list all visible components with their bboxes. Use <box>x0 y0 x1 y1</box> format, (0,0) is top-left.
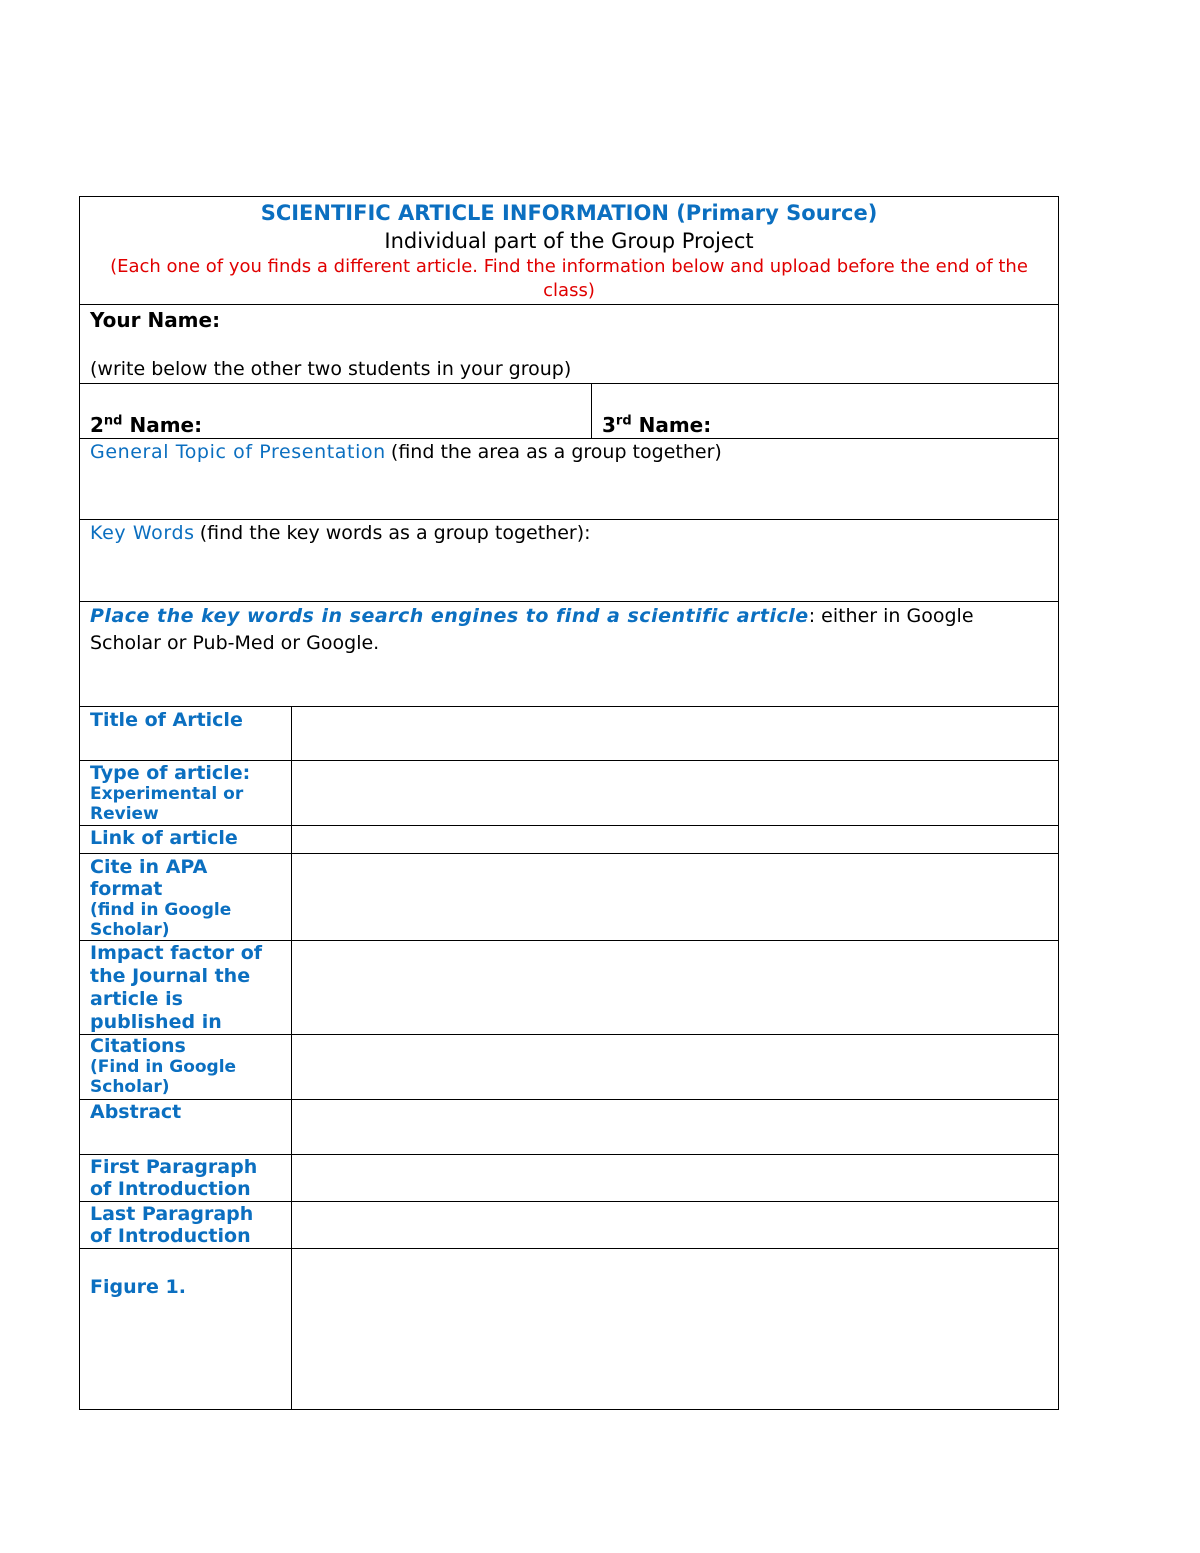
row-title <box>80 707 1059 761</box>
row-impact <box>80 941 1059 1035</box>
label-cell <box>80 1202 292 1249</box>
title-of-article-label: Title of Article <box>90 709 243 731</box>
your-name-note: (write below the other two students in your group) <box>90 358 572 380</box>
row-first-paragraph <box>80 1155 1059 1202</box>
citations-field[interactable] <box>292 1035 1059 1100</box>
impact-factor-field[interactable] <box>292 941 1059 1035</box>
type-of-article-label: Type of article: <box>90 762 251 784</box>
title-of-article-field[interactable] <box>292 707 1059 761</box>
your-name-row <box>80 305 1059 384</box>
label-cell <box>80 1100 292 1155</box>
header-cell <box>80 197 1059 305</box>
label-cell <box>80 761 292 826</box>
cite-apa-sub: (find in Google Scholar) <box>90 900 232 940</box>
third-name-cell[interactable] <box>592 384 1059 439</box>
first-paragraph-field[interactable] <box>292 1155 1059 1202</box>
row-figure <box>80 1249 1059 1410</box>
third-name-label <box>602 413 711 437</box>
general-topic-cell[interactable] <box>80 439 1059 520</box>
third-name-ordinal: 3 <box>602 413 616 437</box>
row-cite <box>80 854 1059 941</box>
key-words-cell[interactable] <box>80 520 1059 602</box>
cite-apa-label: Cite in APA format <box>90 856 208 900</box>
second-name-label <box>90 413 202 437</box>
search-note: : either in Google Scholar or Pub-Med or Google. <box>90 605 974 654</box>
first-paragraph-label: First Paragraph of Introduction <box>90 1156 258 1200</box>
label-cell <box>80 1249 292 1410</box>
link-of-article-label: Link of article <box>90 827 238 849</box>
figure-label: Figure 1. <box>90 1276 186 1298</box>
row-abstract <box>80 1100 1059 1155</box>
label-cell <box>80 826 292 854</box>
type-of-article-sub: Experimental or Review <box>90 784 244 824</box>
label-cell <box>80 854 292 941</box>
type-of-article-field[interactable] <box>292 761 1059 826</box>
group-names-row <box>80 384 1059 439</box>
link-of-article-field[interactable] <box>292 826 1059 854</box>
article-info-form <box>79 196 1058 1410</box>
general-topic-note: (find the area as a group together) <box>390 441 722 463</box>
form-instruction: (Each one of you finds a different article. Find the information below and upload before the end of the class) <box>110 256 1028 301</box>
search-cell[interactable] <box>80 602 1059 707</box>
abstract-field[interactable] <box>292 1100 1059 1155</box>
form-title: SCIENTIFIC ARTICLE INFORMATION (Primary Source) <box>260 201 878 225</box>
citations-sub: (Find in Google Scholar) <box>90 1057 237 1097</box>
figure-field[interactable] <box>292 1249 1059 1410</box>
general-topic-row <box>80 439 1059 520</box>
search-label: Place the key words in search engines to find a scientific article <box>90 605 809 627</box>
second-name-text: Name: <box>129 413 203 437</box>
label-cell <box>80 1035 292 1100</box>
last-paragraph-field[interactable] <box>292 1202 1059 1249</box>
second-name-suffix: nd <box>103 413 123 429</box>
second-name-ordinal: 2 <box>90 413 104 437</box>
cite-apa-field[interactable] <box>292 854 1059 941</box>
row-link <box>80 826 1059 854</box>
label-cell <box>80 707 292 761</box>
row-citations <box>80 1035 1059 1100</box>
citations-label: Citations <box>90 1035 186 1057</box>
form-subtitle: Individual part of the Group Project <box>384 229 754 253</box>
key-words-row <box>80 520 1059 602</box>
label-cell <box>80 1155 292 1202</box>
general-topic-label: General Topic of Presentation <box>90 441 386 463</box>
third-name-text: Name: <box>638 413 712 437</box>
header-row <box>80 197 1059 305</box>
form-table <box>79 196 1059 1410</box>
search-row <box>80 602 1059 707</box>
last-paragraph-label: Last Paragraph of Introduction <box>90 1203 254 1247</box>
third-name-suffix: rd <box>615 413 632 429</box>
key-words-note: (find the key words as a group together): <box>199 522 591 544</box>
row-type <box>80 761 1059 826</box>
key-words-label: Key Words <box>90 522 195 544</box>
your-name-label: Your Name: <box>90 308 221 332</box>
abstract-label: Abstract <box>90 1101 182 1123</box>
second-name-cell[interactable] <box>80 384 592 439</box>
row-last-paragraph <box>80 1202 1059 1249</box>
your-name-cell[interactable] <box>80 305 1059 384</box>
impact-factor-label: Impact factor of the Journal the article is published in <box>90 942 263 1033</box>
label-cell <box>80 941 292 1035</box>
